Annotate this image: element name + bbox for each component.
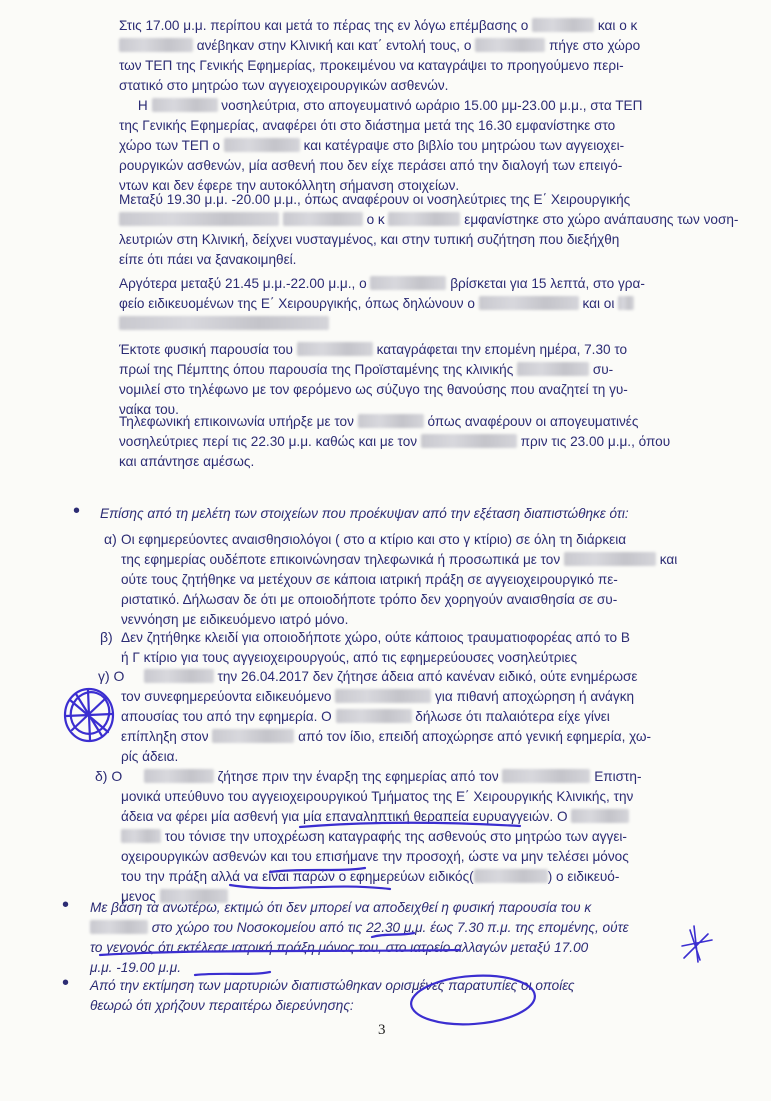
text-line: νομιλεί στο τηλέφωνο με τον φερόμενο ως σύζυγο της θανούσης που αναζητεί τη γυ- bbox=[119, 382, 628, 397]
pen-scribble-mark bbox=[65, 687, 115, 741]
text: Έκτοτε φυσική παρουσία του bbox=[119, 342, 293, 357]
redacted-name bbox=[502, 769, 590, 783]
redacted-name bbox=[144, 669, 214, 683]
redacted-name bbox=[335, 689, 431, 703]
redacted-name bbox=[119, 316, 329, 330]
redacted-name bbox=[475, 38, 545, 52]
text-line: οχειρουργικών ασθενών και του επισήμανε την προσοχή, ώστε να μην τελέσει μόνος bbox=[121, 849, 629, 864]
text-line: Επίσης από τη μελέτη των στοιχείων που προέκυψαν από την εξέταση διαπιστώθηκε ότι: bbox=[100, 506, 629, 521]
bullet-marker: • bbox=[62, 894, 70, 916]
text: άδεια να φέρει μία ασθενή για μία επαναληπτική θεραπεία ευρυαγγειών. Ο bbox=[121, 809, 568, 824]
redacted-name bbox=[336, 709, 412, 723]
text: συ- bbox=[592, 362, 614, 377]
text: Τηλεφωνική επικοινωνία υπήρξε με τον bbox=[119, 414, 354, 429]
text: από τον ίδιο, επειδή αποχώρησε από γενική εφημερία, χω- bbox=[298, 729, 652, 744]
text-line: ρουργικών ασθενών, μία ασθενή που δεν είχε περάσει από την διαλογή των επειγό- bbox=[119, 158, 623, 173]
text-line: λευτριών στη Κλινική, δείχνει νυσταγμένος, και στην τυπική συζήτηση που διεξήχθη bbox=[119, 232, 620, 247]
redacted-name bbox=[224, 138, 300, 152]
text-line: θεωρώ ότι χρήζουν περαιτέρω διερεύνησης: bbox=[90, 998, 354, 1013]
text: Αργότερα μεταξύ 21.45 μ.μ.-22.00 μ.μ., ο bbox=[119, 276, 367, 291]
paragraph-2 bbox=[119, 96, 679, 196]
item-a bbox=[121, 530, 679, 630]
redacted-name bbox=[358, 414, 424, 428]
text-line: το γεγονός ότι εκτέλεσε ιατρική πράξη μόνος του, στο ιατρείο αλλαγών μεταξύ 17.00 bbox=[90, 940, 589, 955]
redacted-name bbox=[618, 296, 634, 310]
redacted-name bbox=[474, 869, 548, 883]
text: στο χώρο του Νοσοκομείου από τις 22.30 μ.μ. έως 7.30 π.μ. της επομένης, ούτε bbox=[151, 920, 629, 935]
text: την 26.04.2017 δεν ζήτησε άδεια από κανέναν ειδικό, ούτε ενημέρωσε bbox=[217, 669, 638, 684]
text: καταγράφεται την επομένη ημέρα, 7.30 το bbox=[376, 342, 628, 357]
text-line: ριστατικό. Δήλωσαν δε ότι με οποιοδήποτε τρόπο δεν χορηγούν αναισθησία σε συ- bbox=[121, 592, 618, 607]
text: του την πράξη αλλά να είναι παρών ο εφημερεύων ειδικός( bbox=[121, 869, 474, 884]
redacted-name bbox=[144, 769, 214, 783]
paragraph-4 bbox=[119, 274, 679, 334]
page-number: 3 bbox=[378, 1022, 386, 1038]
text: και οι bbox=[582, 296, 615, 311]
item-label-a: α) bbox=[104, 531, 117, 547]
text: νοσηλεύτριες περί τις 22.30 μ.μ. καθώς και με τον bbox=[119, 434, 418, 449]
redacted-name bbox=[297, 342, 373, 356]
redacted-name bbox=[283, 212, 363, 226]
bullet-marker: • bbox=[73, 500, 81, 522]
text-line: της Γενικής Εφημερίας, αναφέρει ότι στο διάστημα μετά της 16.30 εμφανίστηκε στο bbox=[119, 118, 616, 133]
text: απουσίας του από την εφημερία. Ο bbox=[121, 709, 332, 724]
text: και κατέγραψε στο βιβλίο του μητρώου των αγγειοχει- bbox=[303, 138, 625, 153]
text: Επιστη- bbox=[594, 769, 642, 784]
redacted-name bbox=[370, 276, 446, 290]
redacted-name bbox=[121, 829, 161, 843]
redacted-name bbox=[421, 434, 517, 448]
text: χώρο των ΤΕΠ ο bbox=[119, 138, 221, 153]
text: πριν τις 23.00 μ.μ., όπου bbox=[520, 434, 671, 449]
paragraph-6 bbox=[119, 412, 679, 472]
item-b bbox=[121, 628, 679, 668]
text: Η bbox=[137, 98, 148, 113]
text: πήγε στο χώρο bbox=[549, 38, 641, 53]
text: Στις 17.00 μ.μ. περίπου και μετά το πέρας της εν λόγω επέμβασης ο bbox=[119, 18, 529, 33]
text-line: στατικό στο μητρώο των αγγειοχειρουργικών ασθενών. bbox=[119, 78, 449, 93]
bullet-2-text bbox=[90, 898, 680, 978]
redacted-name bbox=[212, 729, 294, 743]
paragraph-5 bbox=[119, 340, 679, 420]
text-line: ή Γ κτίριο για τους αγγειοχειρουργούς, από τις εφημερεύουσες νοσηλεύτριες bbox=[121, 650, 578, 665]
text: εμφανίστηκε στο χώρο ανάπαυσης των νοση- bbox=[464, 212, 739, 227]
pen-star-mark bbox=[682, 926, 712, 962]
text: νοσηλεύτρια, στο απογευματινό ωράριο 15.00 μμ-23.00 μ.μ., στα ΤΕΠ bbox=[221, 98, 643, 113]
text: επίπληξη στον bbox=[121, 729, 209, 744]
redacted-name bbox=[388, 212, 460, 226]
text-line: μ.μ. -19.00 μ.μ. bbox=[90, 960, 181, 975]
text-line: Οι εφημερεύοντες αναισθησιολόγοι ( στο α κτίριο και στο γ κτίριο) σε όλη τη διάρκεια bbox=[121, 532, 627, 547]
text: δήλωσε ότι παλαιότερα είχε γίνει bbox=[415, 709, 610, 724]
text: του τόνισε την υποχρέωση καταγραφής της ασθενούς στο μητρώο των αγγει- bbox=[164, 829, 627, 844]
bullet-1-text bbox=[100, 504, 680, 524]
paragraph-1 bbox=[119, 16, 679, 96]
paragraph-3 bbox=[119, 190, 739, 270]
item-d bbox=[121, 767, 679, 907]
text: ) ο ειδικευό- bbox=[547, 869, 620, 884]
text: μενος bbox=[121, 889, 156, 904]
text-line: μονικά υπεύθυνο του αγγειοχειρουργικού Τμήματος της Ε΄ Χειρουργικής Κλινικής, την bbox=[121, 789, 634, 804]
text: της εφημερίας ουδέποτε επικοινώνησαν τηλεφωνικά ή προσωπικά με τον bbox=[121, 552, 561, 567]
item-label-c: γ) Ο bbox=[98, 668, 125, 684]
text: Με βάση τα ανωτέρω, εκτιμώ ότι δεν μπορεί να αποδειχθεί η φυσική παρουσία του κ bbox=[90, 900, 592, 915]
redacted-name bbox=[479, 296, 579, 310]
text-line: είπε ότι πάει να ξανακοιμηθεί. bbox=[119, 252, 297, 267]
bullet-3-text bbox=[90, 976, 680, 1016]
text-line: Από την εκτίμηση των μαρτυριών διαπιστώθηκαν ορισμένες παρατυπίες οι οποίες bbox=[90, 978, 575, 993]
bullet-marker: • bbox=[62, 972, 70, 994]
item-c bbox=[121, 667, 679, 767]
text-line: ναίκα του. bbox=[119, 402, 179, 417]
redacted-name bbox=[119, 212, 279, 226]
redacted-name bbox=[564, 552, 656, 566]
text: όπως αναφέρουν οι απογευματινές bbox=[427, 414, 639, 429]
text: ο κ bbox=[366, 212, 385, 227]
redacted-name bbox=[532, 18, 594, 32]
text-line: και απάντησε αμέσως. bbox=[119, 454, 255, 469]
text: ζήτησε πριν την έναρξη της εφημερίας από τον bbox=[217, 769, 499, 784]
item-label-b: β) bbox=[100, 629, 113, 645]
text-line: ντων και δεν έφερε την αυτοκόλλητη σήμανση στοιχείων. bbox=[119, 178, 460, 193]
redacted-name bbox=[517, 362, 589, 376]
text-line: νεννόηση με ειδικευόμενο ιατρό μόνο. bbox=[121, 612, 349, 627]
redacted-name bbox=[152, 98, 218, 112]
text: πρωί της Πέμπτης όπου παρουσία της Προϊσταμένης της κλινικής bbox=[119, 362, 514, 377]
text: βρίσκεται για 15 λεπτά, στο γρα- bbox=[450, 276, 645, 291]
item-label-d: δ) Ο bbox=[95, 768, 123, 784]
text-line: των ΤΕΠ της Γενικής Εφημερίας, προκειμένου να καταγράψει το προηγούμενο περι- bbox=[119, 58, 624, 73]
text-line: Μεταξύ 19.30 μ.μ. -20.00 μ.μ., όπως αναφέρουν οι νοσηλεύτριες της Ε΄ Χειρουργικής bbox=[119, 192, 631, 207]
text: ανέβηκαν στην Κλινική και κατ΄ εντολή τους, ο bbox=[196, 38, 472, 53]
text: για πιθανή αποχώρηση ή ανάγκη bbox=[435, 689, 635, 704]
text: και ο κ bbox=[597, 18, 638, 33]
redacted-name bbox=[119, 38, 193, 52]
redacted-name bbox=[90, 920, 148, 934]
text: φείο ειδικευομένων της Ε΄ Χειρουργικής, όπως δηλώνουν ο bbox=[119, 296, 475, 311]
text-line: ρίς άδεια. bbox=[121, 749, 179, 764]
text: και bbox=[659, 552, 678, 567]
text-line: Δεν ζητήθηκε κλειδί για οποιοδήποτε χώρο, ούτε κάποιος τραυματιοφορέας από το Β bbox=[121, 630, 630, 645]
text-line: ούτε τους ζητήθηκε να μετέχουν σε κάποια ιατρική πράξη σε αγγειοχειρουργικό πε- bbox=[121, 572, 618, 587]
text: τον συνεφημερεύοντα ειδικευόμενο bbox=[121, 689, 332, 704]
redacted-name bbox=[571, 809, 629, 823]
